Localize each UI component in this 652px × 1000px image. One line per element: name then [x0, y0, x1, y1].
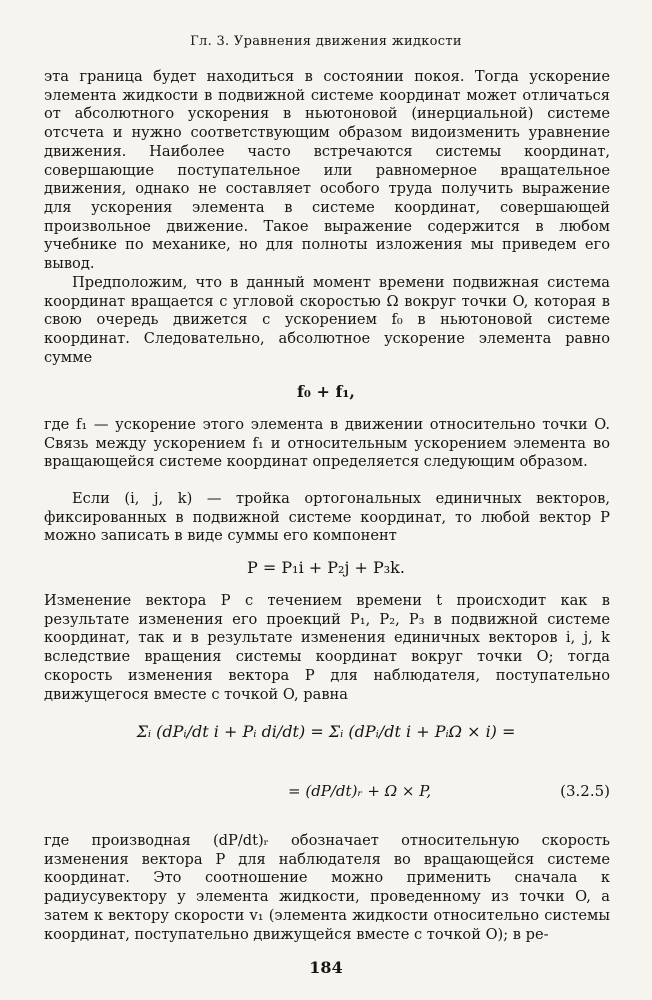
paragraph-6: где производная (dP/dt)ᵣ обозначает относительную скорость изменения вектора P для наблюдателя во вращающейся системе координат. Это соотношение можно применить сначала к радиусувектору y элемента жидкости, проведенному из точки O, а затем к вектору скорости v₁ (элемента жидкости относительно системы координат, поступательно движущейся вместе с точкой O); в ре-: [44, 832, 610, 943]
paragraph-5: Изменение вектора P с течением времени t происходит как в результате изменения его проекций P₁, P₂, P₃ в подвижной системе координат, так и в результате изменения единичных векторов i, j, k вследствие вращения системы координат вокруг точки O; тогда скорость изменения вектора P для наблюдателя, поступательно движущегося вместе с точкой O, равна: [44, 592, 610, 703]
equation-line-2: = (dP/dt)ᵣ + Ω × P,: [288, 782, 432, 800]
paragraph-1: эта граница будет находиться в состоянии покоя. Тогда ускорение элемента жидкости в подвижной системе координат может отличаться от абсолютного ускорения в ньютоновой (инерциальной) системе отсчета и нужно соответствующим образом видоизменить уравнение движения. Наиболее часто встречаются системы координат, совершающие поступательное или равномерное вращательное движения, однако не составляет особого труда получить выражение для ускорения элемента в системе координат, совершающей произвольное движение. Такое выражение содержится в любом учебнике по механике, но для полноты изложения мы приведем его вывод.: [44, 68, 610, 273]
paragraph-2: Предположим, что в данный момент времени подвижная система координат вращается с угловой скоростью Ω вокруг точки O, которая в свою очередь движется с ускорением f₀ в ньютоновой системе координат. Следовательно, абсолютное ускорение элемента равно сумме: [44, 274, 610, 366]
paragraph-4: Если (i, j, k) — тройка ортогональных единичных векторов, фиксированных в подвижной системе координат, то любой вектор P можно записать в виде суммы его компонент: [44, 490, 610, 545]
paragraph-3: где f₁ — ускорение этого элемента в движении относительно точки O. Связь между ускорением f₁ и относительным ускорением элемента во вращающейся системе координат определяется следующим образом.: [44, 416, 610, 471]
formula-sum-accelerations: f₀ + f₁,: [297, 382, 355, 401]
equation-number: (3.2.5): [560, 782, 610, 800]
equation-line-1: Σᵢ (dPᵢ/dt i + Pᵢ di/dt) = Σᵢ (dPᵢ/dt i + PᵢΩ × i) =: [136, 722, 516, 741]
formula-vector-components: P = P₁i + P₂j + P₃k.: [247, 558, 405, 577]
running-header: Гл. 3. Уравнения движения жидкости: [190, 34, 462, 49]
page-number: 184: [309, 958, 343, 977]
